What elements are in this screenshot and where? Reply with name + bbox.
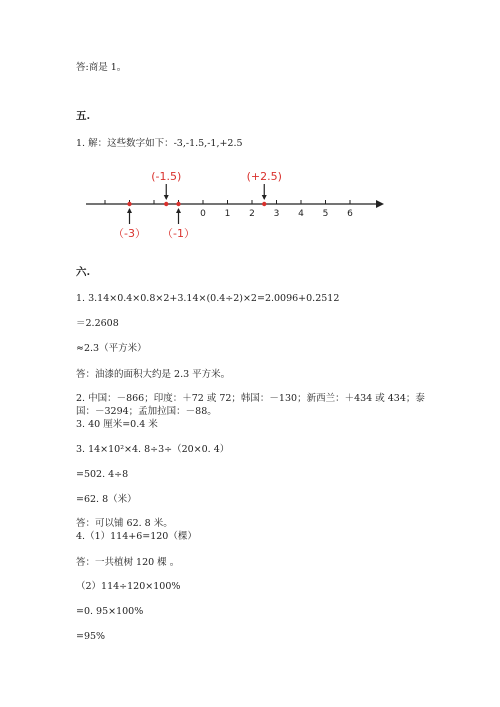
q4-result: =95% <box>76 631 106 642</box>
q2-line2: 国：－3294；孟加拉国：－88。 <box>76 406 217 417</box>
point-marker <box>164 202 168 206</box>
arrow-head <box>176 208 181 213</box>
axis-arrow <box>376 200 384 208</box>
point-marker <box>262 202 266 206</box>
point-label: （-3） <box>113 227 146 240</box>
tick-label: 4 <box>298 209 304 219</box>
q3-formula: 3. 14×10²×4. 8÷3÷（20×0. 4） <box>76 444 230 455</box>
q1-formula: 1. 3.14×0.4×0.8×2+3.14×(0.4÷2)×2=2.0096+0.2512 <box>76 293 340 304</box>
point-label: (+2.5) <box>246 170 282 183</box>
arrow-head <box>127 208 132 213</box>
tick-label: 3 <box>273 209 280 219</box>
arrow-head <box>262 195 267 200</box>
section-heading-5: 五. <box>76 110 91 122</box>
point-marker <box>127 202 131 206</box>
point-label: (-1.5) <box>151 170 182 183</box>
q1-answer: 答：油漆的面积大约是 2.3 平方米。 <box>76 369 231 380</box>
q4-part1: 4.（1）114+6=120（棵） <box>76 531 197 542</box>
q1-result: ＝2.2608 <box>76 318 119 329</box>
q3-step: =502. 4÷8 <box>76 469 129 480</box>
tick-label: 2 <box>249 209 255 219</box>
q2-line1: 2. 中国：－866；印度：＋72 或 72；韩国：－130；新西兰：＋434 或 434；泰 <box>76 393 425 404</box>
section-heading-6: 六. <box>76 266 91 278</box>
answer-line: 答:商是 1。 <box>76 62 127 73</box>
q1-solution: 1. 解：这些数字如下：-3,-1.5,-1,+2.5 <box>76 138 243 149</box>
q3-result: =62. 8（米） <box>76 494 137 505</box>
q4-answer1: 答：一共植树 120 棵 。 <box>76 557 180 568</box>
point-marker <box>176 202 180 206</box>
arrow-head <box>164 195 169 200</box>
tick-label: 0 <box>200 209 206 219</box>
q4-part2: （2）114÷120×100% <box>76 581 181 592</box>
tick-label: 1 <box>224 209 231 219</box>
number-line <box>76 168 396 248</box>
tick-label: 5 <box>322 209 329 219</box>
q3-answer: 答：可以铺 62. 8 米。 <box>76 518 173 529</box>
q3-conversion: 3. 40 厘米=0.4 米 <box>76 419 158 430</box>
q4-step: =0. 95×100% <box>76 606 144 617</box>
tick-label: 6 <box>347 209 353 219</box>
point-label: （-1） <box>162 227 195 240</box>
q1-approx: ≈2.3（平方米） <box>76 343 147 354</box>
